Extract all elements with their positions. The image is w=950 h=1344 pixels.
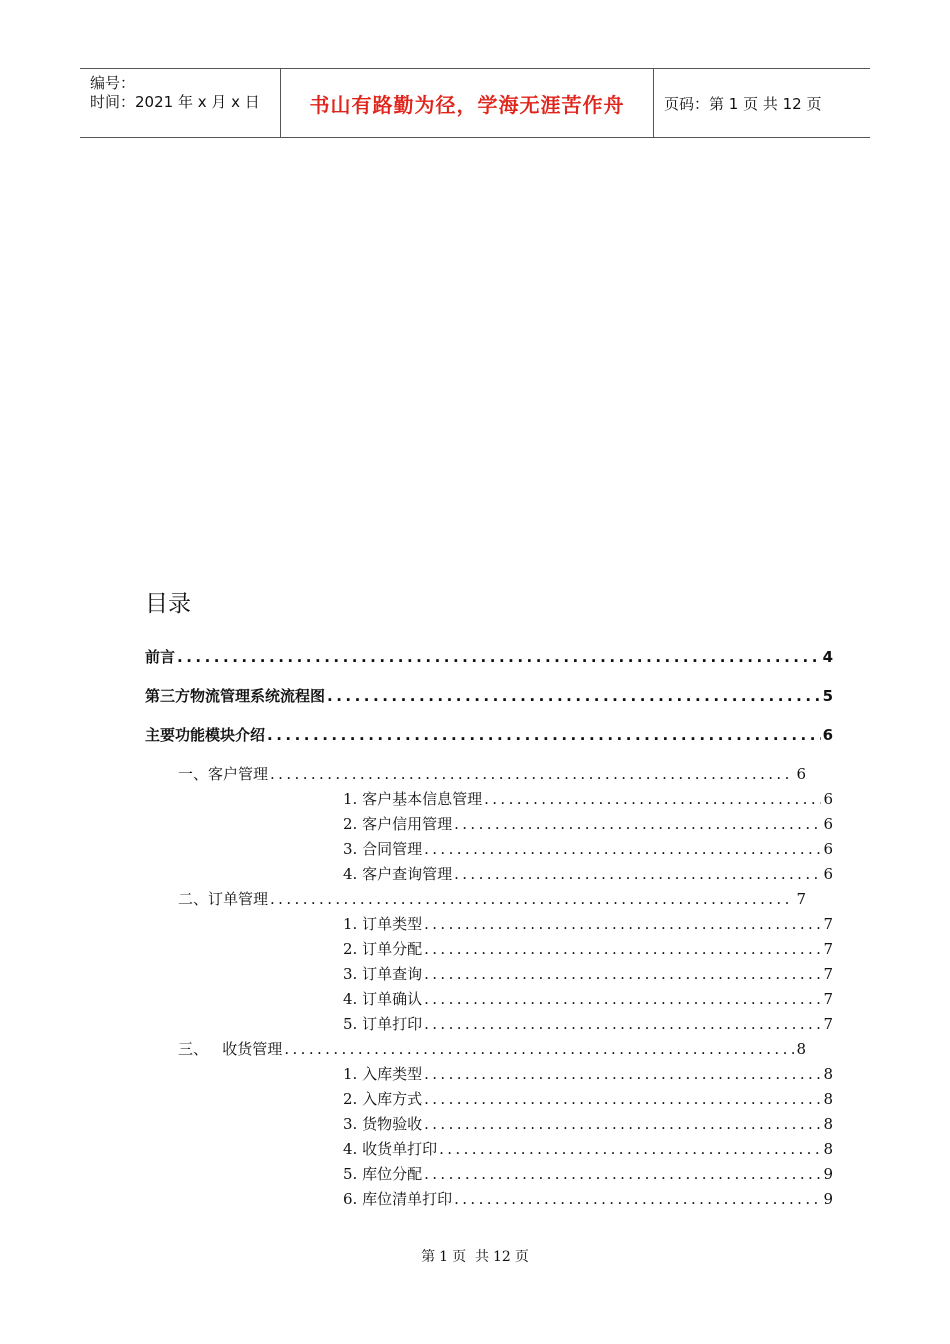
footer-mid: 页 共 (452, 1249, 489, 1265)
header-page-cell (654, 69, 870, 137)
toc-entry-page: 6 (823, 840, 833, 858)
footer-prefix: 第 (421, 1249, 436, 1265)
toc-entry-page: 8 (823, 1140, 833, 1158)
toc-entry-page: 7 (796, 890, 806, 908)
toc-entry-text: 主要功能模块介绍 (145, 726, 266, 744)
toc-entry-page: 4 (822, 648, 833, 666)
footer-suffix: 页 (514, 1249, 529, 1265)
footer-total-pages: 12 (493, 1249, 511, 1265)
toc-entry-subitem[interactable] (343, 1188, 833, 1210)
toc-entry-text: 1. 入库类型 (343, 1065, 423, 1083)
header-motto-cell (281, 69, 654, 137)
header-motto: 书山有路勤为径，学海无涯苦作舟 (309, 92, 625, 117)
toc-entry-text: 3. 合同管理 (343, 840, 423, 858)
toc-entry-subitem[interactable] (343, 1088, 833, 1110)
toc-leader-dots (267, 724, 821, 746)
toc-leader-dots (424, 1088, 821, 1110)
toc-entry-modules[interactable] (145, 724, 833, 746)
toc-entry-text: 4. 客户查询管理 (343, 865, 453, 883)
toc-leader-dots (424, 913, 821, 935)
toc-entry-page: 7 (823, 990, 833, 1008)
toc-leader-dots (327, 685, 821, 707)
header-meta-cell (80, 69, 281, 137)
toc-entry-text: 前言 (145, 648, 176, 666)
toc-entry-subitem[interactable] (343, 1063, 833, 1085)
toc-entry-text: 4. 收货单打印 (343, 1140, 438, 1158)
toc-leader-dots (270, 763, 794, 785)
toc-entry-page: 8 (796, 1040, 806, 1058)
toc-entry-text: 1. 客户基本信息管理 (343, 790, 483, 808)
toc-leader-dots (424, 938, 821, 960)
toc-entry-page: 5 (822, 687, 833, 705)
toc-leader-dots (270, 888, 794, 910)
toc-entry-page: 7 (823, 965, 833, 983)
toc-leader-dots (454, 863, 821, 885)
toc-entry-text: 6. 库位清单打印 (343, 1190, 453, 1208)
toc-entry-subitem[interactable] (343, 913, 833, 935)
toc-entry-text: 2. 客户信用管理 (343, 815, 453, 833)
toc-entry-subitem[interactable] (343, 863, 833, 885)
toc-leader-dots (424, 1063, 821, 1085)
toc-leader-dots (454, 813, 821, 835)
toc-entry-receiving-management[interactable] (178, 1038, 806, 1060)
toc-leader-dots (177, 646, 821, 668)
toc-entry-page: 9 (823, 1165, 833, 1183)
toc-title: 目录 (145, 591, 191, 617)
toc-entry-text: 3. 货物验收 (343, 1115, 423, 1133)
toc-entry-text: 1. 订单类型 (343, 915, 423, 933)
document-time-label: 时间：2021 年 x 月 x 日 (90, 93, 260, 111)
toc-entry-text: 2. 入库方式 (343, 1090, 423, 1108)
toc-entry-page: 6 (823, 790, 833, 808)
toc-entry-page: 7 (823, 1015, 833, 1033)
toc-entry-subitem[interactable] (343, 1163, 833, 1185)
toc-entry-page: 8 (823, 1115, 833, 1133)
toc-entry-customer-management[interactable] (178, 763, 806, 785)
toc-entry-text: 5. 订单打印 (343, 1015, 423, 1033)
toc-leader-dots (424, 963, 821, 985)
toc-leader-dots (424, 838, 821, 860)
toc-entry-page: 7 (823, 915, 833, 933)
toc-entry-text: 3. 订单查询 (343, 965, 423, 983)
footer-current-page: 1 (439, 1249, 449, 1265)
toc-entry-subitem[interactable] (343, 838, 833, 860)
toc-leader-dots (484, 788, 821, 810)
document-number-label: 编号： (90, 74, 136, 92)
toc-entry-subitem[interactable] (343, 963, 833, 985)
toc-entry-subitem[interactable] (343, 988, 833, 1010)
page-footer (0, 1246, 950, 1266)
toc-entry-subitem[interactable] (343, 938, 833, 960)
toc-entry-order-management[interactable] (178, 888, 806, 910)
toc-leader-dots (284, 1038, 794, 1060)
toc-entry-text: 4. 订单确认 (343, 990, 423, 1008)
toc-entry-page: 6 (796, 765, 806, 783)
toc-leader-dots (424, 1113, 821, 1135)
toc-entry-page: 9 (823, 1190, 833, 1208)
toc-entry-text: 一、客户管理 (178, 765, 269, 783)
toc-entry-page: 8 (823, 1065, 833, 1083)
toc-entry-flowchart[interactable] (145, 685, 833, 707)
toc-leader-dots (424, 1163, 821, 1185)
toc-entry-subitem[interactable] (343, 1013, 833, 1035)
toc-entry-page: 6 (823, 865, 833, 883)
toc-leader-dots (439, 1138, 821, 1160)
toc-entry-text: 第三方物流管理系统流程图 (145, 687, 326, 705)
toc-entry-page: 6 (822, 726, 833, 744)
toc-entry-text: 2. 订单分配 (343, 940, 423, 958)
toc-entry-page: 6 (823, 815, 833, 833)
toc-leader-dots (424, 988, 821, 1010)
toc-entry-subitem[interactable] (343, 1138, 833, 1160)
toc-leader-dots (424, 1013, 821, 1035)
toc-entry-subitem[interactable] (343, 788, 833, 810)
page-header (80, 68, 870, 138)
header-page-info: 页码：第 1 页 共 12 页 (664, 94, 822, 113)
toc-entry-text: 三、 收货管理 (178, 1040, 283, 1058)
toc-entry-preface[interactable] (145, 646, 833, 668)
toc-entry-text: 5. 库位分配 (343, 1165, 423, 1183)
toc-leader-dots (454, 1188, 821, 1210)
toc-entry-page: 8 (823, 1090, 833, 1108)
toc-entry-text: 二、订单管理 (178, 890, 269, 908)
toc-entry-subitem[interactable] (343, 1113, 833, 1135)
toc-entry-subitem[interactable] (343, 813, 833, 835)
toc-entry-page: 7 (823, 940, 833, 958)
